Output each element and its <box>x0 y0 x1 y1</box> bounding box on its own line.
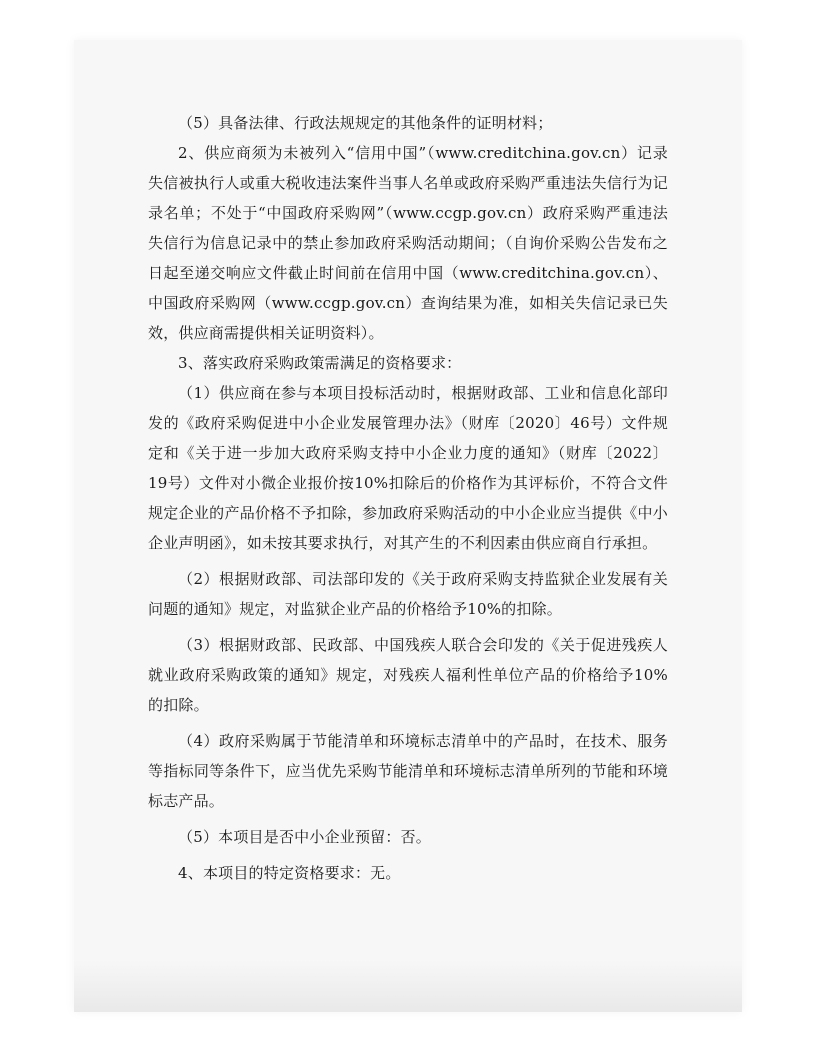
paragraph-3-policy-heading: 3、落实政府采购政策需满足的资格要求： <box>178 354 462 372</box>
paragraph-sme-policy: （1）供应商在参与本项目投标活动时，根据财政部、工业和信息化部印发的《政府采购促进中小企业发展管理办法》（财库〔2020〕46号）文件规定和《关于进一步加大政府采购支持中小企业力度的通知》（财库〔2022〕19号）文件对小微企业报价按10%扣除后的价格作为其评标价，不符合文件规定企业的产品价格不予扣除，参加政府采购活动的中小企业应当提供《中小企业声明函》，如未按其要求执行，对其产生的不利因素由供应商自行承担。 <box>148 384 668 552</box>
document-body <box>148 108 668 888</box>
paragraph-prison-enterprise-policy: （2）根据财政部、司法部印发的《关于政府采购支持监狱企业发展有关问题的通知》规定，对监狱企业产品的价格给予10%的扣除。 <box>148 570 668 618</box>
paper-shadow <box>74 960 742 1012</box>
paragraph-energy-saving-policy: （4）政府采购属于节能清单和环境标志清单中的产品时，在技术、服务等指标同等条件下，应当优先采购节能清单和环境标志清单所列的节能和环境标志产品。 <box>148 732 668 810</box>
paragraph-2-credit-requirement: 2、供应商须为未被列入“信用中国”（www.creditchina.gov.cn）记录失信被执行人或重大税收违法案件当事人名单或政府采购严重违法失信行为记录名单；不处于“中国政府采购网”（www.ccgp.gov.cn）政府采购严重违法失信行为信息记录中的禁止参加政府采购活动期间；（自询价采购公告发布之日起至递交响应文件截止时间前在信用中国（www.creditchina.gov.cn）、中国政府采购网（www.ccgp.gov.cn）查询结果为准，如相关失信记录已失效，供应商需提供相关证明资料）。 <box>148 144 668 342</box>
paragraph-4-specific-requirement: 4、本项目的特定资格要求：无。 <box>178 864 401 882</box>
paragraph-5-proof-materials: （5）具备法律、行政法规规定的其他条件的证明材料； <box>178 114 553 132</box>
paragraph-sme-reservation: （5）本项目是否中小企业预留：否。 <box>178 828 431 846</box>
paragraph-disabled-policy: （3）根据财政部、民政部、中国残疾人联合会印发的《关于促进残疾人就业政府采购政策的通知》规定，对残疾人福利性单位产品的价格给予10%的扣除。 <box>148 636 668 714</box>
